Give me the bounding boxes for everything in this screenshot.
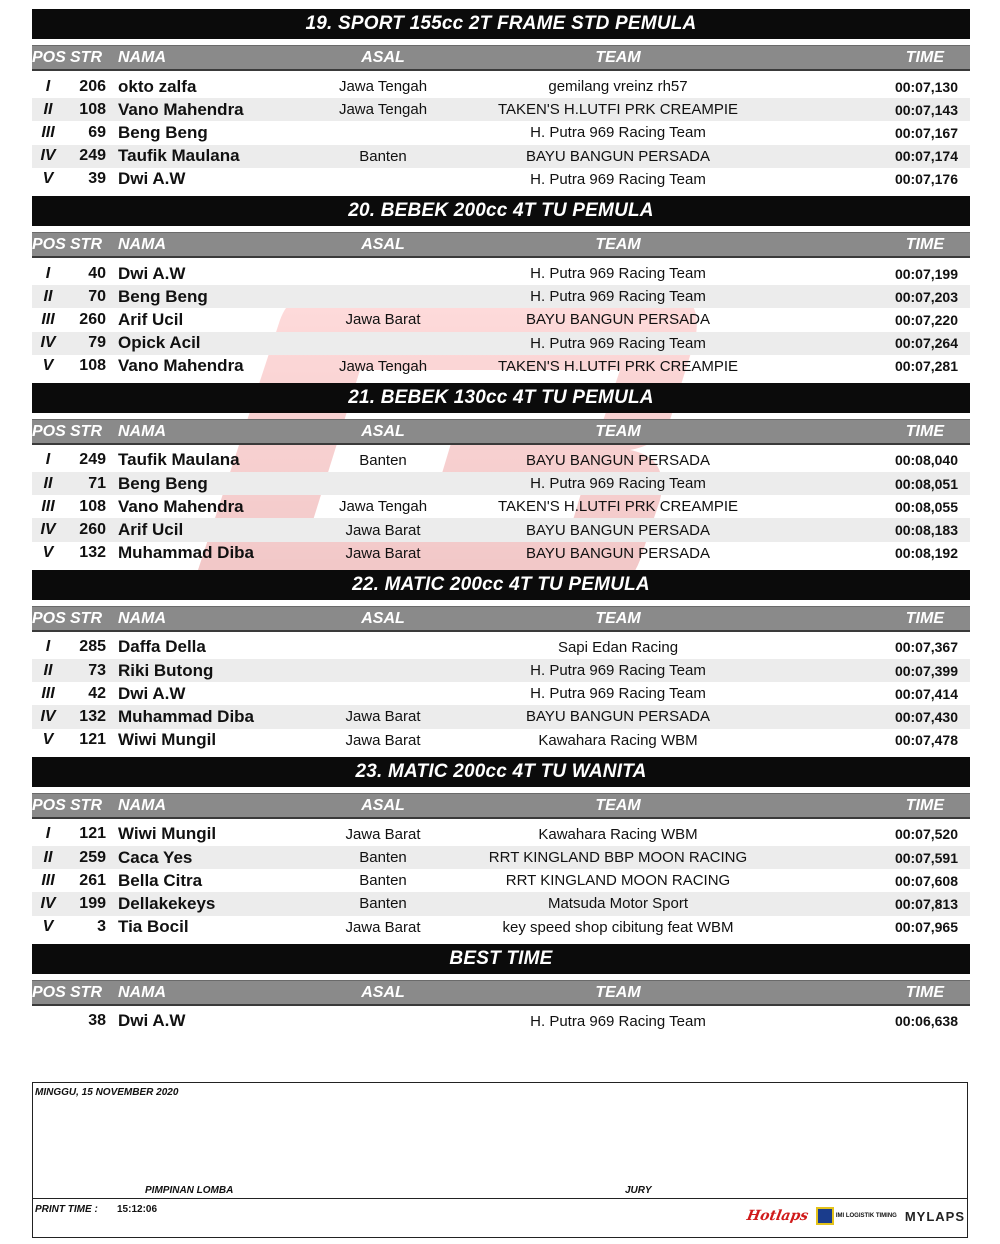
table-row [32,916,970,939]
cell-nama: Taufik Maulana [118,146,240,166]
cell-str: 199 [79,894,106,912]
cell-str: 39 [88,170,106,188]
cell-pos: II [43,848,53,866]
cell-asal: Jawa Barat [345,708,421,726]
cell-team: RRT KINGLAND BBP MOON RACING [488,849,748,867]
section-title: 19. SPORT 155cc 2T FRAME STD PEMULA [32,9,970,39]
section-title: 23. MATIC 200cc 4T TU WANITA [32,757,970,787]
cell-nama: Caca Yes [118,847,193,867]
cell-str: 260 [79,521,106,539]
cell-team: gemilang vreinz rh57 [548,78,688,96]
cell-str: 132 [79,544,106,562]
imi-emblem-icon [816,1207,834,1225]
section-title: 20. BEBEK 200cc 4T TU PEMULA [32,196,970,226]
cell-nama: Muhammad Diba [118,706,255,726]
cell-nama: Arif Ucil [118,520,184,540]
table-header [32,793,970,819]
table-row [32,168,970,191]
cell-asal: Jawa Tengah [338,498,428,516]
table-row [32,308,970,331]
header-asal: ASAL [361,796,405,814]
header-str: STR [70,235,102,253]
table-row [32,145,970,168]
cell-team: RRT KINGLAND MOON RACING [505,872,731,890]
table-row [32,729,970,752]
cell-str: 249 [79,147,106,165]
table-row [32,682,970,705]
cell-team: H. Putra 969 Racing Team [530,685,706,703]
cell-asal: Jawa Tengah [338,101,428,119]
cell-str: 206 [79,77,106,95]
cell-pos: V [42,357,54,375]
header-pos: POS [32,422,66,440]
cell-asal: Jawa Barat [345,544,421,562]
cell-nama: Wiwi Mungil [118,824,217,844]
table-header [32,232,970,258]
cell-nama: Dwi A.W [118,169,186,189]
cell-team: TAKEN'S H.LUTFI PRK CREAMPIE [497,498,739,516]
cell-pos: I [45,451,51,469]
cell-time: 00:08,051 [894,475,958,492]
cell-pos: III [41,310,55,328]
cell-team: H. Putra 969 Racing Team [530,288,706,306]
cell-asal: Jawa Barat [345,918,421,936]
table-row [32,542,970,565]
header-asal: ASAL [361,49,405,66]
race-section [32,383,970,570]
cell-team: key speed shop cibitung feat WBM [502,918,734,936]
race-section [32,944,970,1038]
cell-time: 00:07,430 [894,708,958,725]
cell-team: Kawahara Racing WBM [538,731,698,749]
header-time: TIME [905,235,944,253]
cell-str: 249 [79,451,106,469]
cell-str: 260 [79,310,106,328]
footer-box [32,1082,968,1238]
cell-time: 00:07,199 [894,265,958,282]
imi-logo-text: IMI LOGISTIK TIMING [835,1212,897,1219]
cell-pos: V [42,918,54,936]
cell-str: 79 [88,334,106,352]
cell-time: 00:08,040 [894,452,958,469]
results-sheet [32,9,970,1038]
table-row [32,121,970,144]
cell-time: 00:07,130 [894,78,958,95]
cell-nama: Riki Butong [118,660,214,680]
table-row [32,846,970,869]
cell-nama: Daffa Della [118,637,206,657]
cell-time: 00:07,176 [894,171,958,188]
cell-team: TAKEN'S H.LUTFI PRK CREAMPIE [497,101,739,119]
cell-str: 132 [79,707,106,725]
table-row [32,449,970,472]
race-section [32,196,970,383]
cell-team: BAYU BANGUN PERSADA [526,544,710,562]
cell-str: 121 [79,731,106,749]
cell-pos: IV [40,334,56,352]
cell-pos: I [45,77,51,95]
cell-str: 71 [88,474,106,492]
header-str: STR [70,983,102,1001]
table-header [32,45,970,71]
cell-pos: II [43,287,53,305]
cell-str: 285 [79,638,106,656]
race-section [32,570,970,757]
cell-str: 259 [79,848,106,866]
cell-time: 00:07,281 [894,358,958,375]
cell-str: 108 [79,100,106,118]
hotlaps-logo: Hotlaps [745,1208,810,1224]
header-time: TIME [905,983,944,1001]
table-row [32,705,970,728]
cell-time: 00:06,638 [894,1013,958,1030]
cell-time: 00:07,203 [894,288,958,305]
table-row [32,892,970,915]
cell-pos: I [45,638,51,656]
table-row [32,495,970,518]
cell-nama: Beng Beng [118,286,208,306]
cell-nama: Bella Citra [118,870,203,890]
header-team: TEAM [595,422,641,440]
cell-team: TAKEN'S H.LUTFI PRK CREAMPIE [497,357,739,375]
section-title: 21. BEBEK 130cc 4T TU PEMULA [32,383,970,413]
cell-str: 73 [88,661,106,679]
cell-pos: IV [40,894,56,912]
header-pos: POS [32,983,66,1001]
cell-str: 108 [79,357,106,375]
table-row [32,823,970,846]
table-row [32,659,970,682]
table-row [32,869,970,892]
cell-team: Sapi Edan Racing [557,638,679,656]
header-time: TIME [905,49,944,66]
cell-pos: III [41,497,55,515]
header-asal: ASAL [361,983,405,1001]
header-pos: POS [32,49,66,66]
cell-asal: Banten [359,895,407,913]
header-team: TEAM [595,983,641,1001]
cell-team: BAYU BANGUN PERSADA [526,311,710,329]
cell-nama: Muhammad Diba [118,543,255,563]
cell-pos: I [45,264,51,282]
cell-nama: Vano Mahendra [118,496,244,516]
cell-team: H. Putra 969 Racing Team [530,265,706,283]
cell-nama: Dwi A.W [118,263,186,283]
table-row [32,355,970,378]
cell-nama: Vano Mahendra [118,99,244,119]
cell-pos: IV [40,707,56,725]
cell-team: Matsuda Motor Sport [547,895,689,913]
cell-nama: Arif Ucil [118,309,184,329]
cell-asal: Jawa Barat [345,521,421,539]
table-row [32,332,970,355]
header-team: TEAM [595,235,641,253]
header-time: TIME [905,609,944,627]
cell-str: 121 [79,825,106,843]
cell-time: 00:07,414 [894,685,958,702]
cell-asal: Jawa Barat [345,311,421,329]
header-nama: NAMA [118,49,166,66]
cell-nama: Dellakekeys [118,893,216,913]
cell-str: 40 [88,264,106,282]
signature-label-pimpinan: PIMPINAN LOMBA [145,1185,234,1196]
cell-time: 00:07,143 [894,101,958,118]
cell-asal: Banten [359,849,407,867]
cell-str: 38 [88,1012,106,1030]
cell-asal: Jawa Tengah [338,78,428,96]
cell-team: Kawahara Racing WBM [538,825,698,843]
cell-asal: Banten [359,451,407,469]
section-title: 22. MATIC 200cc 4T TU PEMULA [32,570,970,600]
table-row [32,285,970,308]
footer-divider [33,1198,967,1199]
cell-nama: Vano Mahendra [118,356,244,376]
header-time: TIME [905,796,944,814]
cell-nama: Wiwi Mungil [118,730,217,750]
signature-label-jury: JURY [625,1185,652,1196]
cell-nama: Opick Acil [118,333,201,353]
cell-pos: III [41,684,55,702]
cell-pos: III [41,123,55,141]
header-pos: POS [32,235,66,253]
cell-nama: Tia Bocil [118,917,189,937]
cell-nama: okto zalfa [118,76,197,96]
cell-time: 00:07,220 [894,311,958,328]
cell-time: 00:07,264 [894,335,958,352]
cell-time: 00:07,520 [894,826,958,843]
cell-time: 00:08,055 [894,498,958,515]
print-time-value: 15:12:06 [117,1204,158,1215]
cell-pos: IV [40,147,56,165]
cell-pos: III [41,871,55,889]
cell-pos: I [45,825,51,843]
header-nama: NAMA [118,796,166,814]
cell-pos: V [42,544,54,562]
race-section [32,9,970,196]
header-time: TIME [905,422,944,440]
cell-team: H. Putra 969 Racing Team [530,1012,706,1030]
header-asal: ASAL [361,609,405,627]
header-str: STR [70,609,102,627]
header-team: TEAM [595,796,641,814]
table-row [32,518,970,541]
header-asal: ASAL [361,422,405,440]
table-row [32,472,970,495]
cell-asal: Banten [359,147,407,165]
cell-team: BAYU BANGUN PERSADA [526,521,710,539]
cell-team: H. Putra 969 Racing Team [530,170,706,188]
cell-team: H. Putra 969 Racing Team [530,475,706,493]
event-date: MINGGU, 15 NOVEMBER 2020 [35,1087,179,1098]
cell-team: BAYU BANGUN PERSADA [526,147,710,165]
cell-str: 108 [79,497,106,515]
cell-asal: Banten [359,872,407,890]
cell-team: H. Putra 969 Racing Team [530,662,706,680]
cell-pos: II [43,661,53,679]
table-row [32,636,970,659]
table-row [32,1010,970,1033]
cell-time: 00:07,367 [894,639,958,656]
cell-time: 00:08,192 [894,545,958,562]
header-pos: POS [32,796,66,814]
header-str: STR [70,49,102,66]
cell-str: 69 [88,123,106,141]
cell-time: 00:08,183 [894,522,958,539]
header-nama: NAMA [118,609,166,627]
cell-team: BAYU BANGUN PERSADA [526,708,710,726]
cell-time: 00:07,167 [894,124,958,141]
cell-nama: Taufik Maulana [118,450,240,470]
cell-asal: Jawa Tengah [338,357,428,375]
cell-nama: Beng Beng [118,122,208,142]
cell-time: 00:07,965 [894,919,958,936]
table-header [32,606,970,632]
table-header [32,419,970,445]
cell-str: 42 [88,684,106,702]
table-row [32,262,970,285]
header-nama: NAMA [118,983,166,1001]
imi-logo [816,1207,897,1225]
cell-team: H. Putra 969 Racing Team [530,124,706,142]
header-str: STR [70,422,102,440]
cell-pos: V [42,731,54,749]
cell-asal: Jawa Barat [345,825,421,843]
cell-time: 00:07,399 [894,662,958,679]
cell-team: BAYU BANGUN PERSADA [526,451,710,469]
table-row [32,98,970,121]
header-str: STR [70,796,102,814]
mylaps-logo: MYLAPS [904,1208,965,1224]
cell-nama: Dwi A.W [118,683,186,703]
cell-str: 261 [79,871,106,889]
table-header [32,980,970,1006]
race-section [32,757,970,944]
section-title: BEST TIME [32,944,970,974]
cell-pos: IV [40,521,56,539]
cell-pos: V [42,170,54,188]
header-nama: NAMA [118,422,166,440]
cell-time: 00:07,591 [894,849,958,866]
header-asal: ASAL [361,235,405,253]
cell-nama: Beng Beng [118,473,208,493]
header-team: TEAM [595,49,641,66]
cell-str: 3 [97,918,106,936]
cell-str: 70 [88,287,106,305]
cell-nama: Dwi A.W [118,1011,186,1031]
print-time-label: PRINT TIME : [35,1204,98,1215]
cell-time: 00:07,608 [894,872,958,889]
header-nama: NAMA [118,235,166,253]
cell-time: 00:07,813 [894,895,958,912]
table-row [32,75,970,98]
header-pos: POS [32,609,66,627]
cell-asal: Jawa Barat [345,731,421,749]
sponsor-logos [747,1207,965,1225]
cell-time: 00:07,478 [894,732,958,749]
cell-time: 00:07,174 [894,148,958,165]
cell-pos: II [43,474,53,492]
header-team: TEAM [595,609,641,627]
cell-team: H. Putra 969 Racing Team [530,334,706,352]
cell-pos: II [43,100,53,118]
